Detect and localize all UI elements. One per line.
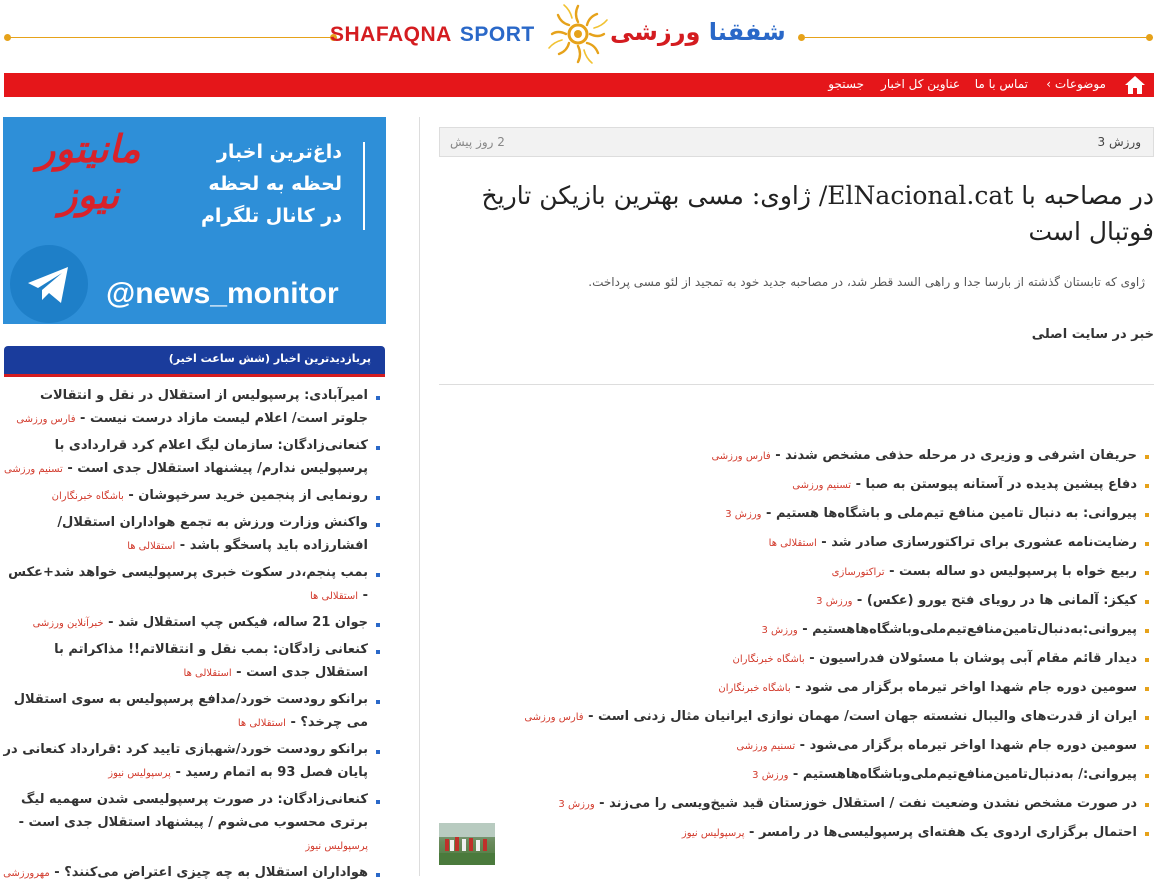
popular-news-item-title[interactable]: کنعانی‌زادگان: در صورت پرسپولیسی شدن سهمیه لیگ برتری محسوب می‌شوم / پیشنهاد استقلال جدی است — [21, 792, 368, 830]
related-news-item-source: تسنیم ورزشی — [736, 741, 796, 752]
header-rule-left — [6, 37, 335, 38]
related-news-item-title[interactable]: پیروانی:به‌دنبال‌تامین‌منافع‌تیم‌ملی‌وباشگاه‌هاهستیم — [812, 622, 1137, 637]
popular-news-item-source: استقلالی ها — [309, 591, 359, 602]
related-news-item-source: ورزش 3 — [761, 625, 798, 636]
related-news-item[interactable]: دیدار قائم مقام آبی پوشان با مسئولان فدراسیون - باشگاه خبرنگاران — [600, 649, 1153, 678]
popular-news-item-source: مهرورزشی — [3, 868, 50, 879]
popular-news-item-title[interactable]: رونمایی از پنجمین خرید سرخپوشان — [138, 488, 368, 503]
related-news-item-title[interactable]: در صورت مشخص نشدن وضعیت نفت / استقلال خوزستان قید شیخ‌ویسی را می‌زند — [609, 796, 1137, 811]
related-news-item-title[interactable]: رضایت‌نامه عشوری برای تراکتورسازی صادر شد — [831, 535, 1137, 550]
related-news-item-title[interactable]: سومین دوره جام شهدا اواخر تیرماه برگزار می شود — [805, 680, 1137, 695]
popular-news-item-source: تسنیم ورزشی — [4, 464, 63, 475]
header-dot — [1146, 34, 1153, 41]
banner-line-1: داغ‌ترین اخبار — [216, 141, 342, 163]
related-news-item[interactable]: سومین دوره جام شهدا اواخر تیرماه برگزار می شود - باشگاه خبرنگاران — [600, 678, 1153, 707]
popular-news-item[interactable]: واکنش وزارت ورزش به تجمع هواداران استقلال/ افشارزاده باید پاسخگو باشد - استقلالی ها — [2, 511, 386, 558]
related-news-item[interactable]: کیکز: آلمانی ها در رویای فتح یورو (عکس) - ورزش 3 — [600, 591, 1153, 620]
related-news-item[interactable]: رضایت‌نامه عشوری برای تراکتورسازی صادر شد - استقلالی ها — [600, 533, 1153, 562]
logo-text-fa-2: ورزشی — [610, 18, 701, 46]
article-category[interactable]: ورزش 3 — [1097, 135, 1141, 149]
logo-text-sport: SPORT — [459, 23, 535, 46]
popular-news-item[interactable]: برانکو رودست خورد/مدافع پرسپولیس به سوی استقلال می چرخد؟ - استقلالی ها — [2, 688, 386, 735]
nav-item-search[interactable]: جستجو — [828, 77, 864, 91]
logo-text-shafaqna: SHAFAQNA — [330, 23, 452, 46]
popular-news-item[interactable]: کنعانی زادگان: بمب نقل و انتقالاتم!! مذاکراتم با استقلال جدی است - استقلالی ها — [2, 638, 386, 685]
related-news-item-source: ورزش 3 — [816, 596, 853, 607]
related-news-item-title[interactable]: کیکز: آلمانی ها در رویای فتح یورو (عکس) — [866, 593, 1137, 608]
popular-news-item-title[interactable]: کنعانی‌زادگان: سازمان لیگ اعلام کرد قراردادی با پرسپولیس ندارم/ پیشنهاد استقلال جدی است — [54, 438, 368, 476]
related-news-item[interactable]: حریفان اشرفی و وزیری در مرحله حذفی مشخص شدند - فارس ورزشی — [600, 446, 1153, 475]
related-news-item-title[interactable]: سومین دوره جام شهدا اواخر تیرماه برگزار می‌شود — [809, 738, 1137, 753]
popular-news-item-source: فارس ورزشی — [16, 414, 76, 425]
related-news-item-source: پرسپولیس نیوز — [681, 828, 745, 839]
header-rule-right — [805, 37, 1153, 38]
article-meta-bar — [439, 127, 1154, 157]
popular-news-item-title[interactable]: برانکو رودست خورد/مدافع پرسپولیس به سوی استقلال می چرخد؟ — [13, 692, 368, 730]
related-news-item-title[interactable]: احتمال برگزاری اردوی یک هفته‌ای پرسپولیسی‌ها در رامسر — [758, 825, 1137, 840]
popular-news-item-title[interactable]: امیرآبادی: پرسپولیس از استقلال در نقل و انتقالات جلوتر است/ اعلام لیست مازاد درست نیست — [39, 388, 368, 426]
popular-news-item-title[interactable]: کنعانی زادگان: بمب نقل و انتقالاتم!! مذاکراتم با استقلال جدی است — [54, 642, 368, 680]
banner-line-3: در کانال تلگرام — [200, 205, 342, 227]
site-logo-sun-icon[interactable] — [546, 0, 610, 72]
related-news-item[interactable]: پیروانی:به‌دنبال‌تامین‌منافع‌تیم‌ملی‌وباشگاه‌هاهستیم - ورزش 3 — [600, 620, 1153, 649]
original-source-link[interactable]: خبر در سایت اصلی — [1031, 327, 1154, 342]
popular-news-item-source: خبرآنلاین ورزشی — [32, 618, 104, 629]
related-news-item-title[interactable]: پیروانی:/ به‌دنبال‌تامین‌منافع‌تیم‌ملی‌وباشگاه‌هاهستیم — [802, 767, 1137, 782]
news-thumbnail-image[interactable] — [439, 823, 495, 865]
header-dot — [798, 34, 805, 41]
related-news-item-title[interactable]: ایران از قدرت‌های والیبال نشسته جهان است/ مهمان نوازی ایرانیان مثال زدنی است — [598, 709, 1137, 724]
related-news-item[interactable]: ربیع خواه با پرسپولیس دو ساله بست - تراکتورسازی — [600, 562, 1153, 591]
section-divider — [439, 384, 1154, 385]
related-news-item[interactable]: در صورت مشخص نشدن وضعیت نفت / استقلال خوزستان قید شیخ‌ویسی را می‌زند - ورزش 3 — [600, 794, 1153, 823]
popular-news-item[interactable]: بمب پنجم،در سکوت خبری پرسپولیسی خواهد شد+عکس - استقلالی ها — [2, 561, 386, 608]
related-news-item-title[interactable]: حریفان اشرفی و وزیری در مرحله حذفی مشخص شدند — [785, 448, 1137, 463]
related-news-item-source: فارس ورزشی — [711, 451, 771, 462]
article-summary: ژاوی که تابستان گذشته از بارسا جدا و راهی السد قطر شد، در مصاحبه جدید خود به تمجید از لئو مسی پرداخت. — [588, 275, 1145, 289]
popular-news-item-title[interactable]: جوان 21 ساله، فیکس چپ استقلال شد — [118, 615, 368, 630]
related-news-item[interactable]: احتمال برگزاری اردوی یک هفته‌ای پرسپولیسی‌ها در رامسر - پرسپولیس نیوز — [600, 823, 1153, 852]
popular-news-item-title[interactable]: واکنش وزارت ورزش به تجمع هواداران استقلال/ افشارزاده باید پاسخگو باشد — [57, 515, 368, 553]
banner-telegram-handle: @news_monitor — [106, 277, 339, 310]
banner-brand-1: مانیتور — [37, 127, 141, 171]
popular-news-item[interactable]: کنعانی‌زادگان: سازمان لیگ اعلام کرد قراردادی با پرسپولیس ندارم/ پیشنهاد استقلال جدی است - تسنیم ورزشی — [2, 434, 386, 481]
related-news-item-source: ورزش 3 — [725, 509, 762, 520]
article-date: 2 روز پیش — [450, 135, 505, 149]
telegram-icon — [10, 245, 88, 323]
home-icon[interactable] — [1124, 75, 1146, 95]
popular-news-item[interactable]: رونمایی از پنجمین خرید سرخپوشان - باشگاه خبرنگاران — [2, 484, 386, 508]
related-news-list — [524, 446, 1153, 852]
related-news-item-source: ورزش 3 — [752, 770, 789, 781]
popular-news-item-source: پرسپولیس نیوز — [305, 841, 368, 852]
related-news-item-title[interactable]: ربیع خواه با پرسپولیس دو ساله بست — [899, 564, 1137, 579]
related-news-item-source: تراکتورسازی — [831, 567, 885, 578]
popular-news-item-source: استقلالی ها — [237, 718, 286, 729]
related-news-item[interactable]: پیروانی: به دنبال تامین منافع تیم‌ملی و باشگاه‌ها هستیم - ورزش 3 — [600, 504, 1153, 533]
related-news-item-source: ورزش 3 — [558, 799, 595, 810]
related-news-item-source: استقلالی ها — [768, 538, 817, 549]
related-news-item-source: باشگاه خبرنگاران — [732, 654, 805, 665]
article-title: در مصاحبه با ElNacional.cat/ ژاوی: مسی بهترین بازیکن تاریخ فوتبال است — [481, 181, 1154, 246]
popular-news-item-source: استقلالی ها — [183, 668, 232, 679]
related-news-item-title[interactable]: پیروانی: به دنبال تامین منافع تیم‌ملی و باشگاه‌ها هستیم — [775, 506, 1137, 521]
banner-line-2: لحظه به لحظه — [208, 173, 342, 195]
popular-news-item-title[interactable]: برانکو رودست خورد/شهبازی تایید کرد :قرارداد کنعانی در پایان فصل 93 به اتمام رسید — [3, 742, 368, 780]
banner-divider — [363, 142, 365, 230]
related-news-item[interactable]: سومین دوره جام شهدا اواخر تیرماه برگزار می‌شود - تسنیم ورزشی — [600, 736, 1153, 765]
related-news-item-source: تسنیم ورزشی — [792, 480, 852, 491]
main-nav-bar — [4, 73, 1154, 97]
popular-news-item[interactable]: جوان 21 ساله، فیکس چپ استقلال شد - خبرآنلاین ورزشی — [2, 611, 386, 635]
related-news-item-source: فارس ورزشی — [524, 712, 584, 723]
related-news-item[interactable]: ایران از قدرت‌های والیبال نشسته جهان است/ مهمان نوازی ایرانیان مثال زدنی است - فارس ورزشی — [600, 707, 1153, 736]
nav-item-contact[interactable]: تماس با ما — [974, 77, 1028, 91]
popular-news-item[interactable]: هواداران استقلال به چه چیزی اعتراض می‌کنند؟ - مهرورزشی — [2, 861, 386, 885]
telegram-ad-banner[interactable] — [3, 117, 386, 324]
header-dot — [4, 34, 11, 41]
site-logo-english[interactable] — [330, 23, 535, 47]
popular-news-header — [4, 346, 385, 377]
related-news-item[interactable]: پیروانی:/ به‌دنبال‌تامین‌منافع‌تیم‌ملی‌وباشگاه‌هاهستیم - ورزش 3 — [600, 765, 1153, 794]
related-news-item-source: باشگاه خبرنگاران — [718, 683, 791, 694]
related-news-item[interactable]: دفاع پیشین پدیده در آستانه پیوستن به صبا - تسنیم ورزشی — [600, 475, 1153, 504]
nav-item-all-titles[interactable]: عناوین کل اخبار — [881, 77, 960, 91]
popular-news-title: پربازدیدترین اخبار (شش ساعت اخیر) — [168, 352, 371, 365]
popular-news-list — [2, 384, 386, 888]
related-news-item-title[interactable]: دیدار قائم مقام آبی پوشان با مسئولان فدراسیون — [819, 651, 1137, 666]
site-logo-persian[interactable] — [610, 18, 786, 46]
banner-brand-2: نیوز — [59, 173, 120, 217]
related-news-item-title[interactable]: دفاع پیشین پدیده در آستانه پیوستن به صبا — [865, 477, 1137, 492]
popular-news-item-source: پرسپولیس نیوز — [108, 768, 171, 779]
column-divider — [419, 117, 420, 876]
popular-news-item-source: باشگاه خبرنگاران — [51, 491, 124, 502]
popular-news-item[interactable]: برانکو رودست خورد/شهبازی تایید کرد :قرارداد کنعانی در پایان فصل 93 به اتمام رسید - پرسپولیس نیوز — [2, 738, 386, 785]
popular-news-item[interactable]: کنعانی‌زادگان: در صورت پرسپولیسی شدن سهمیه لیگ برتری محسوب می‌شوم / پیشنهاد استقلال جدی است - پرسپولیس نیوز — [2, 788, 386, 858]
logo-text-fa-1: شفقنا — [708, 18, 786, 46]
popular-news-item-source: استقلالی ها — [127, 541, 176, 552]
popular-news-item-title[interactable]: هواداران استقلال به چه چیزی اعتراض می‌کنند؟ — [64, 865, 368, 880]
nav-item-topics[interactable]: موضوعات › — [1046, 77, 1106, 91]
popular-news-item-title[interactable]: بمب پنجم،در سکوت خبری پرسپولیسی خواهد شد+عکس — [8, 565, 368, 580]
popular-news-item[interactable]: امیرآبادی: پرسپولیس از استقلال در نقل و انتقالات جلوتر است/ اعلام لیست مازاد درست نیست - فارس ورزشی — [2, 384, 386, 431]
